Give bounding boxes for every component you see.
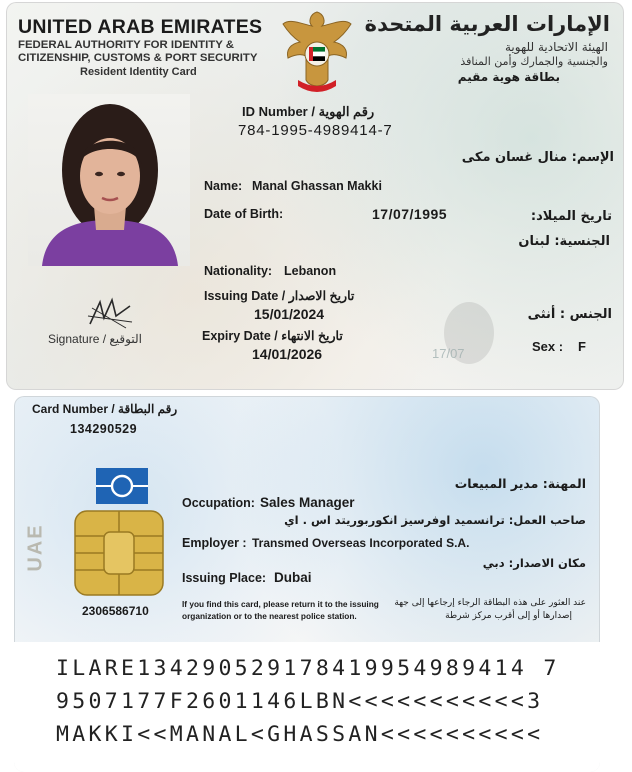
uae-vertical-text: UAE [24, 523, 47, 572]
dob-ar: تاريخ الميلاد: [530, 209, 612, 224]
uae-emblem-icon [280, 10, 354, 96]
mrz-line-2: 9507177F2601146LBN<<<<<<<<<<<3 [56, 689, 544, 714]
nationality-value: Lebanon [284, 264, 337, 278]
expiry-date-label: Expiry Date / تاريخ الانتهاء [202, 329, 343, 343]
header-country-ar: الإمارات العربية المتحدة [364, 12, 610, 36]
lost-card-notice-ar-1: عند العثور على هذه البطاقة الرجاء إرجاعها إلى جهة [394, 598, 586, 608]
employer-label: Employer : [182, 536, 247, 550]
card-number-value: 134290529 [70, 422, 138, 436]
nationality-ar: الجنسية: لبنان [518, 234, 610, 249]
lost-card-notice-en-2: organization or to the nearest police station. [182, 611, 357, 621]
expiry-date-value: 14/01/2026 [252, 346, 323, 362]
issuing-place-value: Dubai [274, 570, 312, 585]
id-card-back [14, 396, 600, 772]
card-type-en: Resident Identity Card [80, 66, 197, 78]
name-value: Manal Ghassan Makki [252, 179, 382, 193]
issuing-place-ar: مكان الاصدار: دبي [482, 556, 586, 570]
issuing-place-label: Issuing Place: [182, 571, 267, 585]
card-number-label: Card Number / رقم البطاقة [32, 402, 178, 416]
dob-value: 17/07/1995 [372, 206, 448, 222]
id-number-value: 784-1995-4989414-7 [238, 122, 393, 139]
contactless-logo-icon [96, 468, 148, 504]
sex-value: F [578, 339, 586, 354]
header-authority-ar-2: والجنسية والجمارك وأمن المنافذ [460, 55, 608, 68]
smart-chip-icon [74, 510, 164, 596]
ghost-date: 17/07 [432, 346, 465, 361]
occupation-label: Occupation: [182, 496, 255, 510]
occupation-value: Sales Manager [260, 495, 355, 510]
header-country-en: UNITED ARAB EMIRATES [18, 16, 263, 38]
holder-photo [28, 94, 190, 266]
lost-card-notice-en-1: If you find this card, please return it to the issuing [182, 599, 379, 609]
sex-ar: الجنس : أنثى [527, 307, 612, 322]
signature-mark [86, 294, 136, 330]
issuing-date-value: 15/01/2024 [254, 306, 325, 322]
dob-label: Date of Birth: [204, 207, 284, 221]
name-ar: الإسم: منال غسان مكى [461, 150, 614, 165]
employer-ar: صاحب العمل: ترانسميد اوفرسيز انكوربوريتد اس . اي [284, 513, 586, 527]
id-number-label: ID Number / رقم الهوية [242, 104, 375, 119]
sex-label: Sex : [532, 339, 564, 354]
signature-label: Signature / التوقيع [48, 332, 142, 346]
nationality-label: Nationality: [204, 264, 273, 278]
lost-card-notice-ar-2: إصدارها أو إلى أقرب مركز شرطة [445, 611, 572, 621]
mrz-line-1: ILARE134290529178419954989414 7 [56, 656, 560, 681]
machine-readable-zone [14, 642, 600, 772]
mrz-line-3: MAKKI<<MANAL<GHASSAN<<<<<<<<<< [56, 722, 544, 747]
name-label: Name: [204, 179, 243, 193]
employer-value: Transmed Overseas Incorporated S.A. [252, 536, 470, 550]
chip-serial: 2306586710 [82, 604, 149, 618]
header-authority-en-2: CITIZENSHIP, CUSTOMS & PORT SECURITY [18, 52, 258, 64]
header-authority-ar-1: الهيئة الاتحادية للهوية [505, 40, 608, 54]
header-authority-en-1: FEDERAL AUTHORITY FOR IDENTITY & [18, 39, 235, 51]
occupation-ar: المهنة: مدير المبيعات [454, 476, 586, 491]
card-type-ar: بطاقة هوية مقيم [457, 70, 560, 84]
issuing-date-label: Issuing Date / تاريخ الاصدار [204, 289, 355, 303]
id-card-front [6, 2, 624, 390]
